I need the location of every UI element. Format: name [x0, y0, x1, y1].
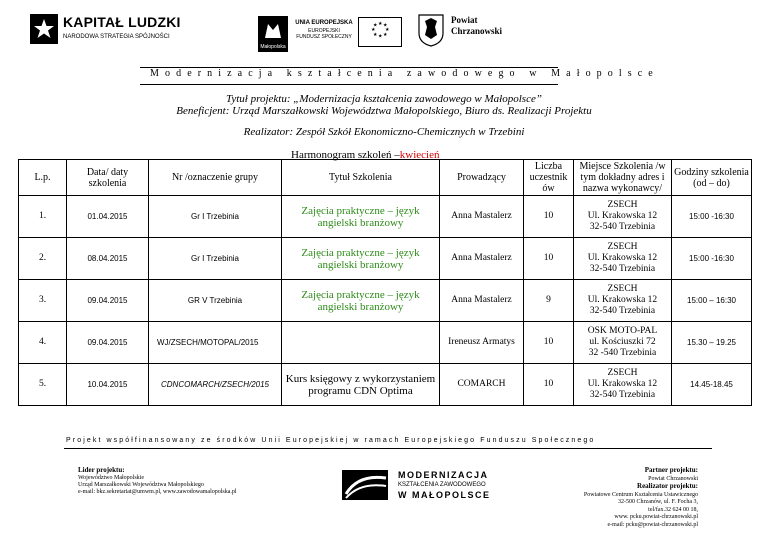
cell-title: Zajęcia praktyczne – język angielski branżowy [282, 238, 440, 280]
cell-lp: 2. [19, 238, 67, 280]
leader-label: Lider projektu: [78, 466, 125, 474]
kapital-ludzki-title: KAPITAŁ LUDZKI [63, 14, 181, 30]
place-line2: ul. Kościuszki 72 [589, 337, 656, 347]
realizator-line1: Powiatowe Centrum Kształcenia Ustawicznego [583, 491, 698, 498]
place-line1: ZSECH [607, 368, 638, 378]
schedule-prefix: Harmonogram szkoleń – [291, 149, 400, 161]
cofinancing-note: Projekt współfinansowany ze środków Unii Europejskiej w ramach Europejskiego Funduszu Społecznego [66, 437, 596, 444]
cell-count: 9 [524, 280, 574, 322]
place-line2: Ul. Krakowska 12 [587, 211, 658, 221]
schedule-table [18, 159, 752, 406]
project-leader [78, 467, 237, 496]
kapital-ludzki-subtitle: NARODOWA STRATEGIA SPÓJNOŚCI [63, 34, 170, 40]
svg-text:★: ★ [378, 21, 383, 27]
svg-text:★: ★ [378, 33, 383, 40]
header-place: Miejsce Szkolenia /w tym dokładny adres i nazwa wykonawcy/ [574, 160, 672, 196]
cell-place [574, 238, 672, 280]
cell-count: 10 [524, 196, 574, 238]
project-title: Tytuł projektu: „Modernizacja kształcenia zawodowego w Małopolsce” [226, 93, 542, 105]
project-realizator: Realizator: Zespół Szkół Ekonomiczno-Chemicznych w Trzebini [243, 126, 525, 138]
place-line2: Ul. Krakowska 12 [587, 253, 658, 263]
cell-place [574, 364, 672, 406]
header-count: Liczba uczestnik ów [524, 160, 574, 196]
cell-lp: 3. [19, 280, 67, 322]
program-title: Modernizacja kształcenia zawodowego w Małopolsce [150, 68, 659, 79]
table-row [19, 238, 752, 280]
place-line3: 32-540 Trzebinia [589, 306, 656, 316]
realizator-line5: e-mail: pcku@powiat-chrzanowski.pl [607, 521, 698, 528]
svg-text:★: ★ [371, 27, 376, 33]
powiat-name [451, 15, 502, 37]
cell-trainer: Anna Mastalerz [440, 196, 524, 238]
svg-text:★: ★ [383, 22, 388, 29]
header-trainer: Prowadzący [440, 160, 524, 196]
partner-label: Partner projektu: [644, 466, 698, 474]
cell-lp: 5. [19, 364, 67, 406]
cell-date: 09.04.2015 [67, 322, 149, 364]
cell-group: Gr I Trzebinia [149, 196, 282, 238]
ue-line3: FUNDUSZ SPOŁECZNY [296, 34, 352, 40]
kapital-ludzki-logo [30, 12, 181, 52]
place-line3: 32-540 Trzebinia [589, 222, 656, 232]
cell-title: Zajęcia praktyczne – język angielski branżowy [282, 280, 440, 322]
table-row [19, 364, 752, 406]
modernizacja-line3: W MAŁOPOLSCE [398, 490, 491, 500]
cell-count: 10 [524, 238, 574, 280]
cell-lp: 1. [19, 196, 67, 238]
cell-lp: 4. [19, 322, 67, 364]
ue-line1: UNIA EUROPEJSKA [295, 20, 353, 26]
cell-trainer: Ireneusz Armatys [440, 322, 524, 364]
modernizacja-emblem-icon [340, 468, 392, 502]
cell-count: 10 [524, 364, 574, 406]
cell-date: 01.04.2015 [67, 196, 149, 238]
cell-group: WJ/ZSECH/MOTOPAL/2015 [149, 322, 282, 364]
place-line1: ZSECH [607, 242, 638, 252]
cell-count: 10 [524, 322, 574, 364]
malopolska-logo [258, 16, 288, 52]
cell-title: Kurs księgowy z wykorzystaniem programu CDN Optima [282, 364, 440, 406]
powiat-line1: Powiat [451, 15, 478, 25]
cell-hours: 15:00 -16:30 [672, 196, 752, 238]
header-date: Data/ daty szkolenia [67, 160, 149, 196]
cell-date: 09.04.2015 [67, 280, 149, 322]
cell-trainer: COMARCH [440, 364, 524, 406]
place-line3: 32 -540 Trzebinia [588, 348, 657, 358]
place-line3: 32-540 Trzebinia [589, 264, 656, 274]
star-icon [30, 14, 58, 44]
leader-line2: Urząd Marszałkowski Województwa Małopolskiego [78, 482, 204, 488]
table-row [19, 196, 752, 238]
eu-flag-icon [358, 17, 402, 47]
powiat-crest-icon [417, 13, 445, 47]
leader-line1: Województwo Małopolskie [78, 475, 145, 481]
table-row [19, 322, 752, 364]
cell-date: 10.04.2015 [67, 364, 149, 406]
place-line2: Ul. Krakowska 12 [587, 295, 658, 305]
modernizacja-logo [340, 466, 500, 506]
place-line1: ZSECH [607, 284, 638, 294]
partner-name: Powiat Chrzanowski [648, 475, 698, 482]
cell-place [574, 196, 672, 238]
ue-logo-text [292, 20, 356, 40]
cell-group: Gr I Trzebinia [149, 238, 282, 280]
footer-divider [64, 448, 712, 449]
place-line1: OSK MOTO-PAL [587, 326, 658, 336]
realizator-line4: www. pcku.powiat-chrzanowski.pl [614, 514, 698, 520]
title-divider [140, 84, 558, 85]
cell-hours: 14.45-18.45 [672, 364, 752, 406]
schedule-month: kwiecień [399, 149, 440, 161]
realizator-line3: tel/fax.32 624 00 18, [648, 506, 698, 513]
leader-line3: e-mail: bkz.sekretariat@umwm.pl, www.zawodowamalopolska.pl [78, 489, 237, 495]
cell-trainer: Anna Mastalerz [440, 238, 524, 280]
realizator-line2: 32-500 Chrzanów, ul. F. Focha 3, [618, 499, 698, 505]
ue-line2: EUROPEJSKI [308, 28, 340, 34]
svg-text:★: ★ [385, 27, 390, 33]
cell-place [574, 280, 672, 322]
project-partner [584, 467, 698, 529]
powiat-line2: Chrzanowski [451, 26, 503, 36]
header-group: Nr /oznaczenie grupy [149, 160, 282, 196]
malopolska-logo-text: Małopolska [260, 44, 286, 50]
place-line1: ZSECH [607, 200, 638, 210]
header-hours: Godziny szkolenia (od – do) [672, 160, 752, 196]
table-header-row [19, 160, 752, 196]
header-lp: L.p. [19, 160, 67, 196]
cell-title [282, 322, 440, 364]
place-line3: 32-540 Trzebinia [589, 390, 656, 400]
modernizacja-line1: MODERNIZACJA [398, 470, 489, 480]
cell-hours: 15.30 – 19.25 [672, 322, 752, 364]
table-row [19, 280, 752, 322]
svg-text:★: ★ [373, 32, 378, 38]
cell-hours: 15:00 -16:30 [672, 238, 752, 280]
svg-text:★: ★ [373, 22, 378, 29]
cell-hours: 15:00 – 16:30 [672, 280, 752, 322]
realizator-label: Realizator projektu: [637, 482, 698, 490]
modernizacja-line2: KSZTAŁCENIA ZAWODOWEGO [398, 482, 486, 488]
project-beneficiary: Beneficjent: Urząd Marszałkowski Województwa Małopolskiego, Biuro ds. Realizacji Projektu [176, 105, 592, 117]
malopolska-crest-icon [262, 20, 284, 40]
svg-text:★: ★ [383, 32, 388, 38]
cell-title: Zajęcia praktyczne – język angielski branżowy [282, 196, 440, 238]
header-title: Tytuł Szkolenia [282, 160, 440, 196]
cell-trainer: Anna Mastalerz [440, 280, 524, 322]
cell-group: CDNCOMARCH/ZSECH/2015 [149, 364, 282, 406]
cell-place [574, 322, 672, 364]
place-line2: Ul. Krakowska 12 [587, 379, 658, 389]
cell-group: GR V Trzebinia [149, 280, 282, 322]
cell-date: 08.04.2015 [67, 238, 149, 280]
